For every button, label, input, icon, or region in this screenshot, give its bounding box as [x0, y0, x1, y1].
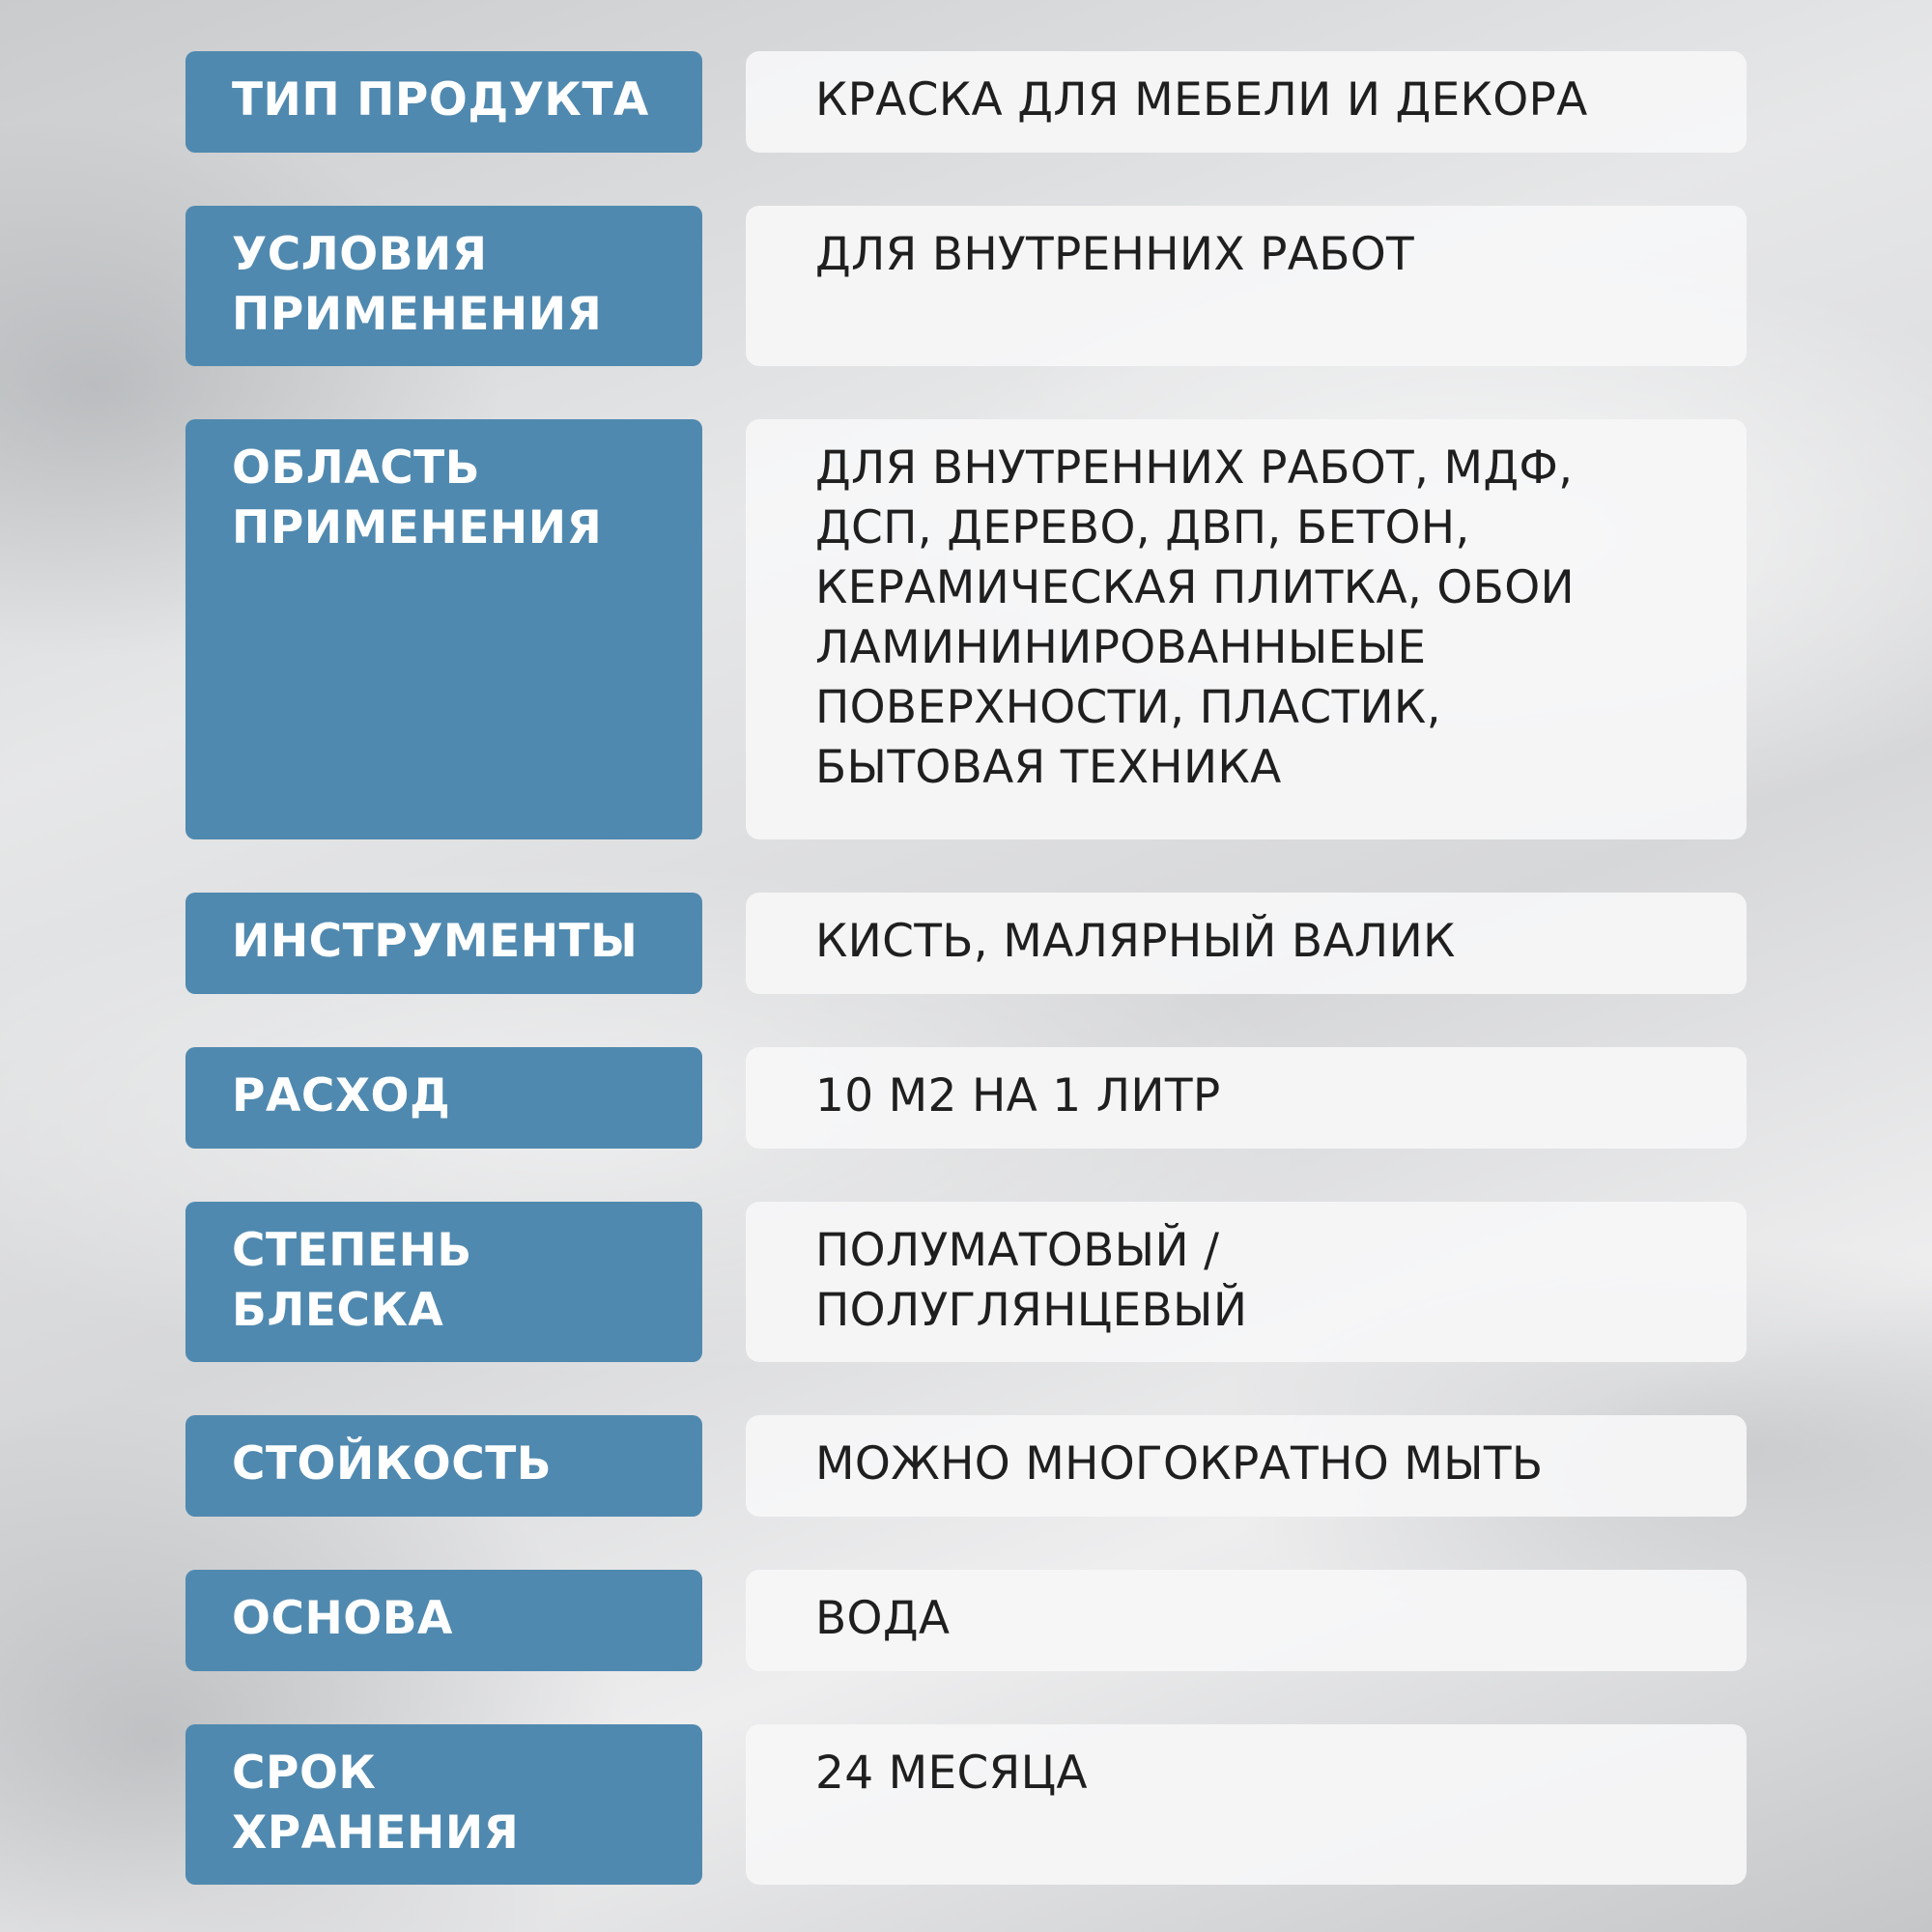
spec-value: 10 М2 НА 1 ЛИТР	[746, 1047, 1747, 1149]
spec-value: МОЖНО МНОГОКРАТНО МЫТЬ	[746, 1415, 1747, 1517]
spec-value: ПОЛУМАТОВЫЙ / ПОЛУГЛЯНЦЕВЫЙ	[746, 1202, 1747, 1362]
spec-row-tools	[185, 893, 1747, 994]
spec-value: КИСТЬ, МАЛЯРНЫЙ ВАЛИК	[746, 893, 1747, 994]
spec-row-base	[185, 1570, 1747, 1671]
spec-table	[185, 51, 1747, 1885]
spec-label: СРОК ХРАНЕНИЯ	[185, 1724, 702, 1885]
spec-label: РАСХОД	[185, 1047, 702, 1149]
spec-label: ОБЛАСТЬ ПРИМЕНЕНИЯ	[185, 419, 702, 839]
spec-label: УСЛОВИЯ ПРИМЕНЕНИЯ	[185, 206, 702, 366]
spec-value: ВОДА	[746, 1570, 1747, 1671]
spec-value: ДЛЯ ВНУТРЕННИХ РАБОТ	[746, 206, 1747, 366]
spec-value: ДЛЯ ВНУТРЕННИХ РАБОТ, МДФ, ДСП, ДЕРЕВО, ДВП, БЕТОН, КЕРАМИЧЕСКАЯ ПЛИТКА, ОБОИ ЛАМИНИНИРОВАННЫЕЫЕ ПОВЕРХНОСТИ, ПЛАСТИК, БЫТОВАЯ ТЕХНИКА	[746, 419, 1747, 839]
spec-value: КРАСКА ДЛЯ МЕБЕЛИ И ДЕКОРА	[746, 51, 1747, 153]
spec-row-shelf-life	[185, 1724, 1747, 1885]
spec-label: ОСНОВА	[185, 1570, 702, 1671]
spec-row-usage-conditions	[185, 206, 1747, 366]
spec-row-product-type	[185, 51, 1747, 153]
spec-row-gloss-level	[185, 1202, 1747, 1362]
spec-label: ИНСТРУМЕНТЫ	[185, 893, 702, 994]
spec-row-durability	[185, 1415, 1747, 1517]
spec-label: СТОЙКОСТЬ	[185, 1415, 702, 1517]
spec-value: 24 МЕСЯЦА	[746, 1724, 1747, 1885]
spec-row-application-area	[185, 419, 1747, 839]
spec-label: СТЕПЕНЬ БЛЕСКА	[185, 1202, 702, 1362]
spec-row-consumption	[185, 1047, 1747, 1149]
spec-label: ТИП ПРОДУКТА	[185, 51, 702, 153]
